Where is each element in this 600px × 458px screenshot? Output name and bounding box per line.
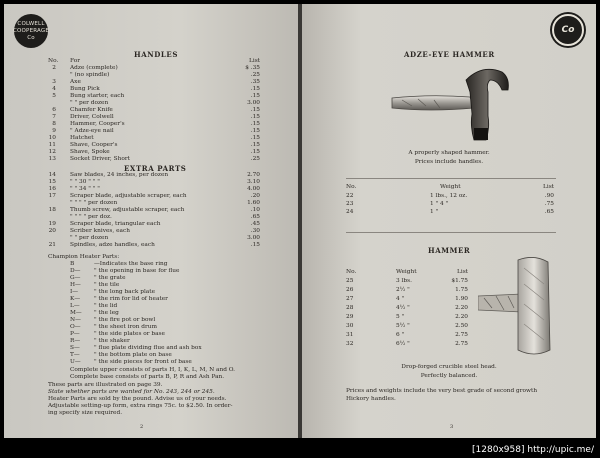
handle-row-price: .15 [250, 135, 260, 141]
extra-part-row-desc: " " " " per dozen [70, 200, 118, 206]
extra-part-row-no: 15 [48, 179, 56, 185]
note-line-5: ing specify size required. [48, 410, 123, 416]
adze-row-weight: 1 " [430, 209, 439, 215]
heater-part-row-code: G— [70, 275, 81, 281]
handle-row-price: .25 [250, 156, 260, 162]
heater-part-row-code: S— [70, 345, 80, 351]
heater-part-row-desc: " the sheet iron drum [94, 324, 157, 330]
extra-part-row-no: 14 [48, 172, 56, 178]
hammer-row-price: 2.20 [455, 314, 468, 320]
extra-part-row-no: 16 [48, 186, 56, 192]
handle-row-price: .15 [250, 128, 260, 134]
heater-part-row-desc: " the leg [94, 310, 119, 316]
heater-part-row-desc: " the side pieces for front of base [94, 359, 192, 365]
heater-part-row-desc: " the long back plate [94, 289, 156, 295]
handle-row-desc: Socket Driver, Short [70, 156, 130, 162]
handle-row-no: 10 [48, 135, 56, 141]
handle-row-price: .15 [250, 121, 260, 127]
handle-row-no: 8 [52, 121, 56, 127]
logo-line-3: Co [27, 34, 35, 41]
note-line-2: State whether parts are wanted for No. 243, 244 or 245. [48, 389, 215, 395]
handle-row-price: $ .35 [245, 65, 260, 71]
heater-part-row-desc: " the lid [94, 303, 118, 309]
note-line-1: These parts are illustrated on page 39. [48, 382, 163, 388]
handle-row-desc: Hatchet [70, 135, 94, 141]
hammer-row-no: 31 [346, 332, 354, 338]
hammer-row-weight: 6½ " [396, 341, 410, 347]
hammer-image [478, 254, 552, 358]
hammer-row-no: 28 [346, 305, 354, 311]
extra-part-row-no: 20 [48, 228, 56, 234]
handle-row-desc: Bung Pick [70, 86, 100, 92]
handle-row-no: 13 [48, 156, 56, 162]
handle-row-no: 6 [52, 107, 56, 113]
extra-part-row-desc: Thumb screw, adjustable scraper, each [70, 207, 185, 213]
adze-row-price: .75 [544, 201, 554, 207]
extra-part-row-desc: " " per dozen [70, 235, 109, 241]
extra-part-row-price: 4.00 [247, 186, 260, 192]
adze-row-weight: 1 " 4 " [430, 201, 449, 207]
heater-part-row-code: O— [70, 324, 81, 330]
handle-row-price: 3.00 [247, 100, 260, 106]
watermark-size: [1280x958] [472, 445, 525, 455]
handle-row-desc: Shave, Spoke [70, 149, 110, 155]
heater-part-row-code: N— [70, 317, 81, 323]
heater-part-row-code: T— [70, 352, 80, 358]
divider-1 [346, 178, 556, 179]
handle-row-price: .25 [250, 72, 260, 78]
handle-row-desc: Shave, Cooper's [70, 142, 118, 148]
heater-part-row-code: L— [70, 303, 80, 309]
hammer-col-list: List [456, 269, 468, 275]
hammer-row-price: 2.75 [455, 332, 468, 338]
extra-part-row-desc: " " 34 " " " [70, 186, 100, 192]
adze-row-weight: 1 lbs., 12 oz. [430, 193, 468, 199]
hammer-row-no: 27 [346, 296, 354, 302]
hammer-row-price: 2.20 [455, 305, 468, 311]
adze-eye-hammer-title: ADZE-EYE HAMMER [404, 50, 495, 59]
logo-text: Co [561, 25, 575, 35]
watermark-url: http://upic.me/ [527, 445, 594, 455]
extra-part-row-price: .15 [250, 242, 260, 248]
circle-co-logo [550, 12, 586, 48]
hammer-row-weight: 5 " [396, 314, 405, 320]
heater-part-row-desc: " flue plate dividing flue and ash box [94, 345, 202, 351]
bottom-note-2: Hickory handles. [346, 396, 396, 402]
handle-row-desc: " (no spindle) [70, 72, 110, 78]
hammer-row-no: 26 [346, 287, 354, 293]
colwell-logo [14, 14, 48, 48]
logo-line-2: COOPERAGE [12, 27, 50, 34]
adze-col-weight: Weight [440, 184, 461, 190]
handle-row-price: .15 [250, 114, 260, 120]
right-page [302, 4, 596, 438]
heater-part-row-desc: " the side plates or base [94, 331, 165, 337]
heater-part-row-code: R— [70, 338, 81, 344]
heater-part-row-code: M— [70, 310, 82, 316]
extra-part-row-no: 19 [48, 221, 56, 227]
hammer-caption-1: Drop-forged crucible steel head. [401, 364, 497, 370]
col-list: List [248, 58, 260, 64]
hammer-title: HAMMER [428, 246, 471, 255]
extra-part-row-desc: Scriber knives, each [70, 228, 130, 234]
handles-title: HANDLES [134, 50, 179, 59]
heater-part-row-code: I— [70, 289, 79, 295]
extra-part-row-price: .65 [250, 214, 260, 220]
adze-col-list: List [542, 184, 554, 190]
extra-part-row-desc: Spindles, adze handles, each [70, 242, 155, 248]
extra-part-row-desc: " " 30 " " " [70, 179, 100, 185]
adze-row-price: .65 [544, 209, 554, 215]
heater-part-row-code: D— [70, 268, 81, 274]
hammer-row-price: 2.75 [455, 341, 468, 347]
extra-part-row-no: 17 [48, 193, 56, 199]
handle-row-desc: Adze (complete) [70, 65, 118, 71]
handle-row-no: 4 [52, 86, 56, 92]
adze-eye-hammer-image [390, 64, 520, 146]
heater-part-row-code: U— [70, 359, 81, 365]
logo-ring [552, 14, 584, 46]
extra-parts-title: EXTRA PARTS [124, 164, 187, 173]
handle-row-desc: Chamfer Knife [70, 107, 113, 113]
extra-part-row-desc: Saw blades, 24 inches, per dozen [70, 172, 169, 178]
extra-part-row-price: 3.10 [247, 179, 260, 185]
extra-part-row-price: 2.70 [247, 172, 260, 178]
note-line-4: Adjustable setting-up form, extra rings 75c. to $2.50. In order- [48, 403, 233, 409]
heater-part-row-code: B [70, 261, 75, 267]
heater-part-row-code: K— [70, 296, 81, 302]
extra-part-row-price: 3.00 [247, 235, 260, 241]
handle-row-no: 12 [48, 149, 56, 155]
extra-part-row-no: 21 [48, 242, 56, 248]
hammer-row-price: 1.90 [455, 296, 468, 302]
heater-part-row-code: P— [70, 331, 80, 337]
left-page [4, 4, 298, 438]
bottom-note-1: Prices and weights include the very best grade of second growth [346, 388, 538, 394]
hammer-row-price: 1.75 [455, 287, 468, 293]
handle-row-price: .15 [250, 107, 260, 113]
adze-row-no: 23 [346, 201, 354, 207]
handle-row-no: 3 [52, 79, 56, 85]
hammer-row-no: 32 [346, 341, 354, 347]
hammer-row-weight: 6 " [396, 332, 405, 338]
hammer-row-no: 30 [346, 323, 354, 329]
handle-row-desc: " Adze-eye nail [70, 128, 114, 134]
hammer-row-weight: 5½ " [396, 323, 410, 329]
heater-part-row-desc: " the rim for lid of heater [94, 296, 168, 302]
handle-row-desc: Bung starter, each [70, 93, 125, 99]
handle-row-price: .35 [250, 79, 260, 85]
extra-part-row-no: 18 [48, 207, 56, 213]
logo-line-1: COLWELL [17, 20, 45, 27]
handle-row-no: 2 [52, 65, 56, 71]
heater-part-row-desc: " the shaker [94, 338, 130, 344]
page-number-right: 3 [450, 424, 454, 430]
adze-row-price: .90 [544, 193, 554, 199]
col-no: No. [48, 58, 59, 64]
hammer-row-weight: 3 lbs. [396, 278, 412, 284]
hammer-row-weight: 4 " [396, 296, 405, 302]
handle-row-desc: Hammer, Cooper's [70, 121, 125, 127]
heater-part-row-desc: " the opening in base for flue [94, 268, 180, 274]
divider-2 [346, 232, 556, 233]
heater-part-row-desc: " the fire pot or bowl [94, 317, 156, 323]
handle-row-desc: " " per dozen [70, 100, 109, 106]
handle-row-no: 7 [52, 114, 56, 120]
extra-part-row-price: .10 [250, 207, 260, 213]
extra-part-row-price: .20 [250, 193, 260, 199]
adze-caption-1: A properly shaped hammer. [408, 150, 490, 156]
heater-part-row-desc: " the grate [94, 275, 126, 281]
extra-part-row-desc: Scraper blade, triangular each [70, 221, 161, 227]
extra-part-row-price: 1.60 [247, 200, 260, 206]
adze-col-no: No. [346, 184, 357, 190]
handle-row-no: 11 [48, 142, 56, 148]
heater-part-row-code: H— [70, 282, 81, 288]
note-line-3: Heater Parts are sold by the pound. Advise us of your needs. [48, 396, 227, 402]
hammer-row-weight: 4½ " [396, 305, 410, 311]
handle-row-price: .15 [250, 93, 260, 99]
adze-row-no: 24 [346, 209, 354, 215]
handle-row-desc: Axe [70, 79, 81, 85]
footer-line-1: Complete upper consists of parts H, I, K, L, M, N and O. [70, 367, 236, 373]
hammer-row-price: $1.75 [451, 278, 468, 284]
handle-row-price: .15 [250, 149, 260, 155]
catalog-spread [4, 4, 596, 438]
heater-title: Champion Heater Parts: [48, 254, 120, 260]
handle-row-price: .15 [250, 142, 260, 148]
hammer-col-no: No. [346, 269, 357, 275]
handle-row-price: .15 [250, 86, 260, 92]
extra-part-row-desc: Scraper blade, adjustable scraper, each [70, 193, 187, 199]
hammer-row-weight: 2½ " [396, 287, 410, 293]
hammer-col-weight: Weight [396, 269, 417, 275]
heater-part-row-desc: —Indicates the base ring [94, 261, 168, 267]
hammer-caption-2: Perfectly balanced. [420, 373, 478, 379]
adze-caption-2: Prices include handles. [414, 159, 484, 165]
heater-part-row-desc: " the tile [94, 282, 120, 288]
watermark [472, 445, 594, 456]
col-for: For [70, 58, 80, 64]
handle-row-desc: Driver, Colwell [70, 114, 114, 120]
hammer-row-price: 2.50 [455, 323, 468, 329]
extra-part-row-price: .45 [250, 221, 260, 227]
handle-row-no: 9 [52, 128, 56, 134]
adze-row-no: 22 [346, 193, 354, 199]
extra-part-row-price: .30 [250, 228, 260, 234]
heater-part-row-desc: " the bottom plate on base [94, 352, 172, 358]
hammer-row-no: 25 [346, 278, 354, 284]
handle-row-no: 5 [52, 93, 56, 99]
footer-line-2: Complete base consists of parts B, P, R and Ash Pan. [70, 374, 225, 380]
hammer-row-no: 29 [346, 314, 354, 320]
page-number-left: 2 [140, 424, 144, 430]
extra-part-row-desc: " " " " per doz. [70, 214, 112, 220]
